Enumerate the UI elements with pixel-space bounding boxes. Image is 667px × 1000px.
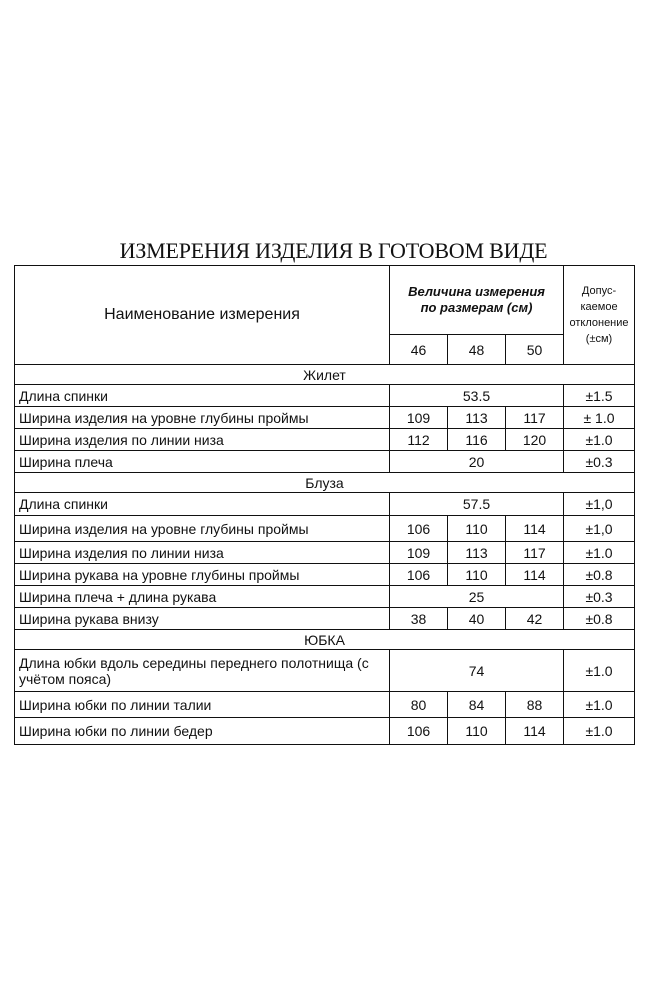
measurement-name: Ширина рукава на уровне глубины проймы	[15, 564, 390, 586]
header-tolerance-line-4: (±см)	[585, 333, 613, 345]
measurement-value-size-46: 106	[390, 718, 448, 745]
measurement-value-all-sizes: 20	[390, 451, 564, 473]
tolerance-value: ±1.0	[564, 542, 635, 564]
measurement-value-size-46: 38	[390, 608, 448, 630]
table-row	[15, 564, 635, 586]
measurement-value-all-sizes: 53.5	[390, 385, 564, 407]
size-48-header: 48	[448, 335, 506, 365]
measurement-value-size-50: 88	[506, 692, 564, 718]
measurement-name: Ширина юбки по линии талии	[15, 692, 390, 718]
measurement-name: Длина спинки	[15, 493, 390, 516]
measurement-value-size-46: 80	[390, 692, 448, 718]
header-tolerance-line-1: Допус-	[581, 285, 617, 297]
measurement-value-size-46: 112	[390, 429, 448, 451]
tolerance-value: ±0.3	[564, 451, 635, 473]
table-row	[15, 718, 635, 745]
measurement-value-size-48: 40	[448, 608, 506, 630]
table-row	[15, 542, 635, 564]
header-tolerance-line-3: отклонение	[569, 317, 629, 329]
measurement-value-size-46: 106	[390, 516, 448, 542]
tolerance-value: ±1.0	[564, 718, 635, 745]
tolerance-value: ±1.0	[564, 650, 635, 692]
table-row	[15, 516, 635, 542]
measurement-value-size-46: 109	[390, 542, 448, 564]
header-row	[15, 266, 635, 335]
measurement-name: Ширина плеча	[15, 451, 390, 473]
measurement-value-all-sizes: 74	[390, 650, 564, 692]
measurement-name: Ширина изделия по линии низа	[15, 429, 390, 451]
tolerance-value: ±1.0	[564, 429, 635, 451]
table-row	[15, 493, 635, 516]
measurement-name: Ширина юбки по линии бедер	[15, 718, 390, 745]
section-row	[15, 473, 635, 493]
header-value-line-2: по размерам (см)	[420, 300, 533, 315]
measurement-name: Ширина плеча + длина рукава	[15, 586, 390, 608]
measurement-value-size-46: 109	[390, 407, 448, 429]
table-row	[15, 692, 635, 718]
section-row	[15, 365, 635, 385]
measurement-value-size-50: 117	[506, 542, 564, 564]
header-tolerance-line-2: каемое	[580, 301, 618, 313]
header-value-by-size	[390, 266, 564, 335]
size-46-header: 46	[390, 335, 448, 365]
measurement-value-all-sizes: 25	[390, 586, 564, 608]
tolerance-value: ±1,0	[564, 493, 635, 516]
measurement-value-size-48: 113	[448, 542, 506, 564]
section-label: Блуза	[15, 473, 635, 493]
measurement-name: Ширина изделия по линии низа	[15, 542, 390, 564]
table-row	[15, 385, 635, 407]
measurement-value-size-48: 113	[448, 407, 506, 429]
table-row	[15, 451, 635, 473]
section-label: ЮБКА	[15, 630, 635, 650]
tolerance-value: ±1.0	[564, 692, 635, 718]
header-value-line-1: Величина измерения	[408, 284, 545, 299]
measurement-value-all-sizes: 57.5	[390, 493, 564, 516]
measurement-value-size-48: 110	[448, 718, 506, 745]
measurement-name: Ширина изделия на уровне глубины проймы	[15, 516, 390, 542]
measurement-value-size-50: 114	[506, 516, 564, 542]
tolerance-value: ±1,0	[564, 516, 635, 542]
measurement-name: Длина юбки вдоль середины переднего полотнища (с учётом пояса)	[15, 650, 390, 692]
measurement-value-size-50: 120	[506, 429, 564, 451]
tolerance-value: ± 1.0	[564, 407, 635, 429]
measurement-value-size-48: 110	[448, 564, 506, 586]
measurement-value-size-50: 42	[506, 608, 564, 630]
table-row	[15, 429, 635, 451]
section-row	[15, 630, 635, 650]
measurement-value-size-48: 84	[448, 692, 506, 718]
section-label: Жилет	[15, 365, 635, 385]
tolerance-value: ±0.8	[564, 564, 635, 586]
size-50-header: 50	[506, 335, 564, 365]
header-tolerance	[564, 266, 635, 365]
table-row	[15, 650, 635, 692]
table-row	[15, 407, 635, 429]
measurement-value-size-50: 114	[506, 718, 564, 745]
measurement-name: Длина спинки	[15, 385, 390, 407]
measurement-name: Ширина рукава внизу	[15, 608, 390, 630]
table-row	[15, 586, 635, 608]
measurement-value-size-50: 114	[506, 564, 564, 586]
measurement-name: Ширина изделия на уровне глубины проймы	[15, 407, 390, 429]
header-measurement-name: Наименование измерения	[15, 266, 390, 365]
table-row	[15, 608, 635, 630]
measurement-value-size-50: 117	[506, 407, 564, 429]
measurement-value-size-48: 116	[448, 429, 506, 451]
document-title: ИЗМЕРЕНИЯ ИЗДЕЛИЯ В ГОТОВОМ ВИДЕ	[119, 238, 548, 263]
tolerance-value: ±0.3	[564, 586, 635, 608]
measurement-value-size-46: 106	[390, 564, 448, 586]
tolerance-value: ±0.8	[564, 608, 635, 630]
measurement-value-size-48: 110	[448, 516, 506, 542]
measurements-table	[14, 265, 635, 745]
tolerance-value: ±1.5	[564, 385, 635, 407]
